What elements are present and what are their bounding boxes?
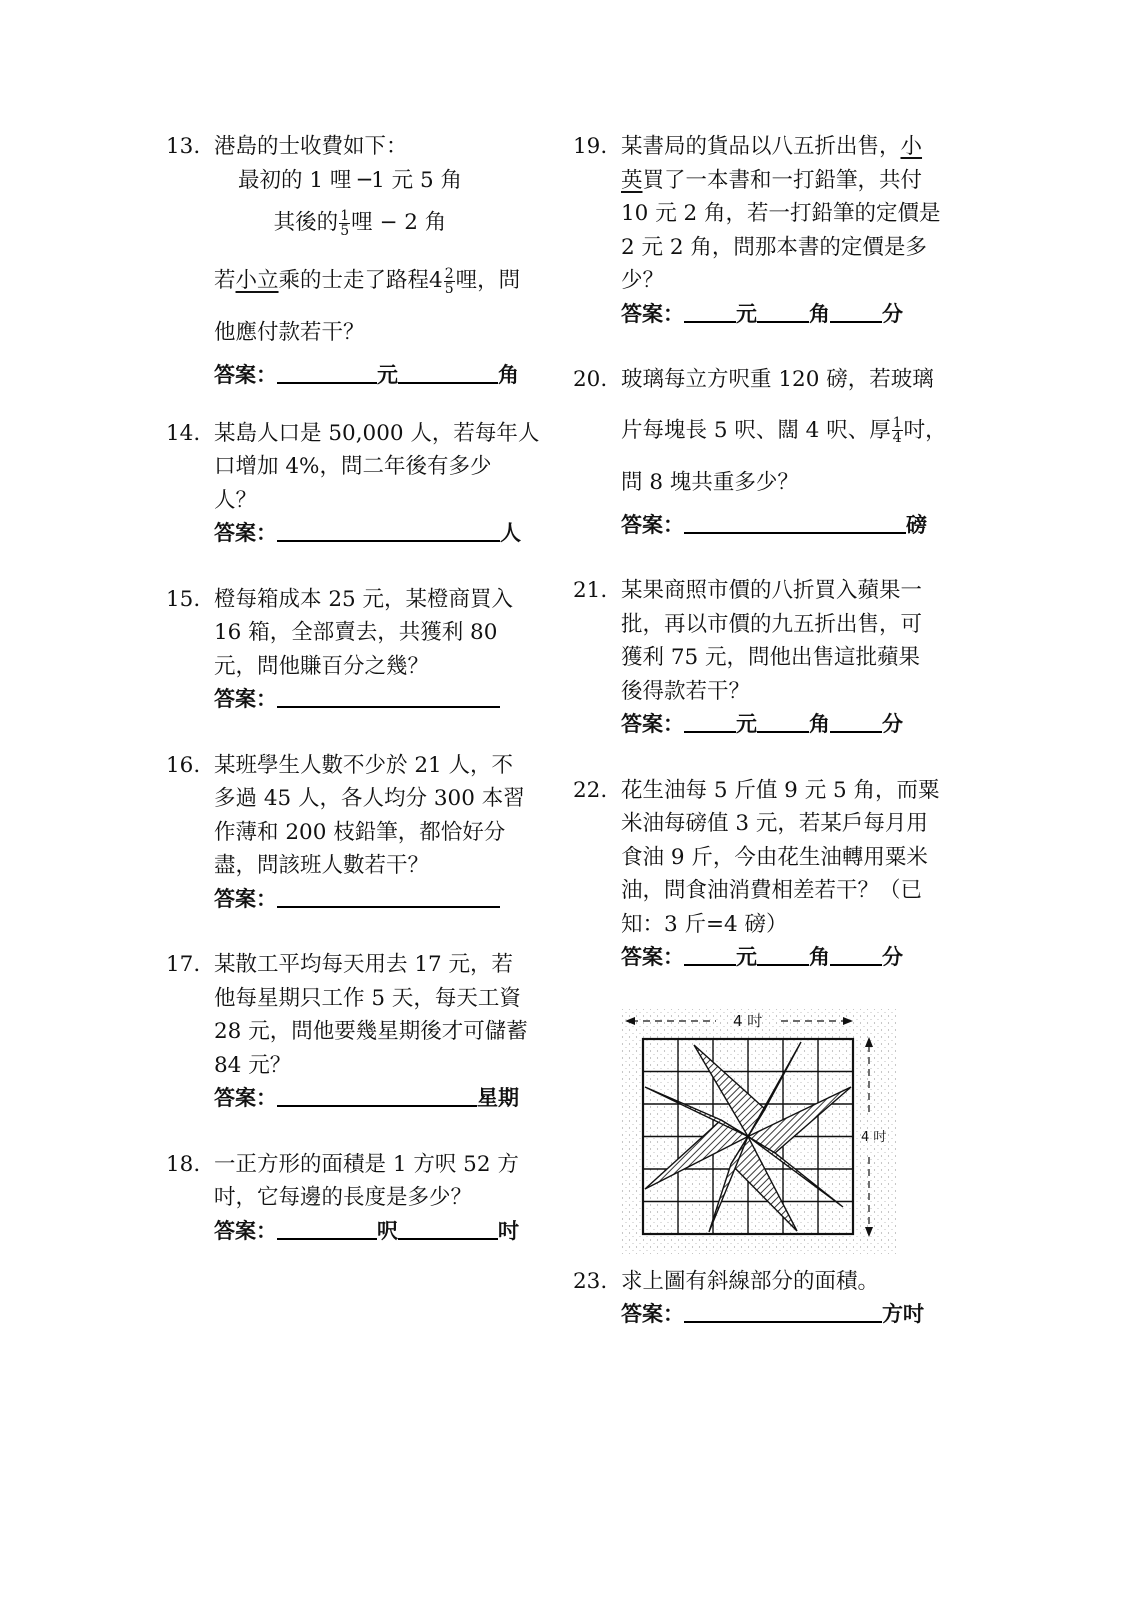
question-text: 批，再以市價的九五折出售，可: [621, 611, 923, 637]
answer-line: 答案： 人: [214, 517, 546, 551]
right-column: [573, 130, 963, 1332]
question-text: 玻璃每立方呎重 120 磅，若玻璃: [621, 367, 934, 392]
question-text: 10 元 2 角，若一打鉛筆的定價是: [621, 201, 941, 226]
answer-blank-jiao[interactable]: [398, 360, 498, 384]
question-15: [166, 583, 546, 717]
answer-line: 答案：: [214, 883, 546, 917]
question-18: [166, 1148, 546, 1249]
question-text: 2 元 2 角，問那本書的定價是多: [621, 234, 927, 260]
question-number: 20.: [573, 367, 608, 392]
answer-line: 答案： 星期: [214, 1082, 546, 1116]
question-text: 問 8 塊共重多少？: [621, 469, 799, 495]
taxi-rate-first-mile: 最初的 1 哩 ─1 元 5 角: [238, 167, 462, 193]
answer-blank-jiao[interactable]: [757, 709, 809, 733]
question-number: 19.: [573, 134, 608, 159]
question-text: 16 箱，全部賣去，共獲利 80: [214, 620, 498, 645]
person-name: 小: [900, 134, 923, 159]
question-number: 16.: [166, 752, 201, 778]
answer-line: 答案： 元 角 分: [621, 941, 963, 975]
question-number: 14.: [166, 420, 201, 446]
answer-blank-yuan[interactable]: [684, 709, 736, 733]
star-figure: [621, 1007, 901, 1257]
question-number: 18.: [166, 1151, 201, 1177]
question-text: 28 元，問他要幾星期後才可儲蓄: [214, 1019, 528, 1044]
question-text: 吋，它每邊的長度是多少？: [214, 1185, 473, 1210]
question-text: 作薄和 200 枝鉛筆，都恰好分: [214, 819, 506, 845]
answer-blank-yuan[interactable]: [684, 942, 736, 966]
question-16: [166, 749, 546, 917]
answer-blank[interactable]: [277, 1083, 477, 1107]
question-text: 油，問食油消費相差若干？（已: [621, 878, 923, 903]
question-13: [166, 130, 546, 393]
answer-blank[interactable]: [277, 684, 500, 708]
question-17: [166, 948, 546, 1116]
question-text: 後得款若干？: [621, 678, 751, 704]
answer-blank-yuan[interactable]: [277, 360, 377, 384]
question-text: 某書局的貨品以八五折出售，小: [621, 134, 923, 159]
fraction: $\frac{1}{4}$: [892, 415, 902, 446]
question-text: 花生油每 5 斤值 9 元 5 角，而粟: [621, 777, 940, 803]
answer-blank[interactable]: [684, 1299, 882, 1323]
question-text: 84 元？: [214, 1052, 292, 1078]
answer-blank-inches[interactable]: [398, 1216, 498, 1240]
question-number: 15.: [166, 586, 201, 612]
question-text: 盡，問該班人數若干？: [214, 853, 430, 878]
question-text: 某果商照市價的八折買入蘋果一: [621, 578, 923, 603]
answer-line: 答案： 元 角 分: [621, 298, 963, 332]
answer-blank-jiao[interactable]: [757, 299, 809, 323]
question-text: 人？: [214, 487, 258, 513]
question-text: 港島的士收費如下：: [214, 134, 408, 159]
answer-blank-fen[interactable]: [830, 942, 882, 966]
question-text: 英買了一本書和一打鉛筆，共付: [621, 167, 923, 193]
question-text: 一正方形的面積是 1 方呎 52 方: [214, 1151, 519, 1177]
question-number: 13.: [166, 134, 201, 159]
dimension-side-label: 4 吋: [861, 1129, 887, 1145]
question-text: 橙每箱成本 25 元，某橙商買入: [214, 586, 514, 612]
fraction: $\frac{2}{5}$: [444, 265, 454, 297]
answer-blank-feet[interactable]: [277, 1216, 377, 1240]
fraction: $\frac{1}{5}$: [340, 207, 350, 239]
question-21: [573, 574, 963, 742]
question-number: 21.: [573, 578, 608, 603]
question-text: 食油 9 斤，今由花生油轉用粟米: [621, 844, 928, 870]
answer-blank-yuan[interactable]: [684, 299, 736, 323]
question-text: 元，問他賺百分之幾？: [214, 653, 430, 679]
taxi-rate-subsequent: 其後的 $\frac{1}{5}$ 哩 − 2 角: [273, 207, 447, 239]
question-19: [573, 130, 963, 331]
question-number: 23.: [573, 1268, 608, 1294]
answer-line: 答案：: [214, 683, 546, 717]
answer-blank[interactable]: [684, 510, 906, 534]
question-text: 米油每磅值 3 元，若某戶每月用: [621, 811, 928, 836]
question-number: 17.: [166, 952, 201, 977]
answer-line: 答案： 呎 吋: [214, 1215, 546, 1249]
dimension-top-label: 4 吋: [733, 1011, 763, 1030]
answer-blank-fen[interactable]: [830, 709, 882, 733]
question-14: [166, 417, 546, 551]
question-text: 獲利 75 元，問他出售這批蘋果: [621, 645, 921, 670]
answer-line: 答案： 方吋: [621, 1298, 963, 1332]
question-text: 多過 45 人，各人均分 300 本習: [214, 786, 525, 811]
question-22: [573, 774, 963, 975]
answer-line: 答案： 元 角 分: [621, 708, 963, 742]
star-diagram: [621, 1007, 901, 1257]
person-name: 小立: [235, 268, 279, 293]
answer-line: 答案： 元 角: [214, 359, 546, 393]
question-text: 少？: [621, 268, 665, 293]
answer-blank-fen[interactable]: [830, 299, 882, 323]
question-text: 某島人口是 50,000 人，若每年人: [214, 420, 540, 446]
answer-blank-jiao[interactable]: [757, 942, 809, 966]
question-text: 知：3 斤=4 磅）: [621, 911, 788, 937]
answer-line: 答案： 磅: [621, 509, 963, 543]
answer-blank[interactable]: [277, 518, 500, 542]
question-text: 某散工平均每天用去 17 元，若: [214, 952, 514, 977]
question-text: 求上圖有斜線部分的面積。: [621, 1268, 880, 1294]
person-name: 英: [621, 167, 643, 193]
question-number: 22.: [573, 777, 608, 803]
question-text: 某班學生人數不少於 21 人，不: [214, 752, 514, 778]
question-text: 他應付款若干？: [214, 320, 365, 345]
left-column: [166, 130, 546, 1248]
question-20: [573, 363, 963, 542]
answer-blank[interactable]: [277, 884, 500, 908]
question-text: 片每塊長 5 呎、闊 4 呎、厚 $\frac{1}{4}$ 吋，: [621, 415, 947, 446]
question-23: [573, 1265, 963, 1332]
question-text: 口增加 4%，問二年後有多少: [214, 454, 492, 479]
question-text: 他每星期只工作 5 天，每天工資: [214, 985, 521, 1011]
question-text: 若小立乘的士走了路程4 $\frac{2}{5}$ 哩，問: [214, 265, 521, 297]
